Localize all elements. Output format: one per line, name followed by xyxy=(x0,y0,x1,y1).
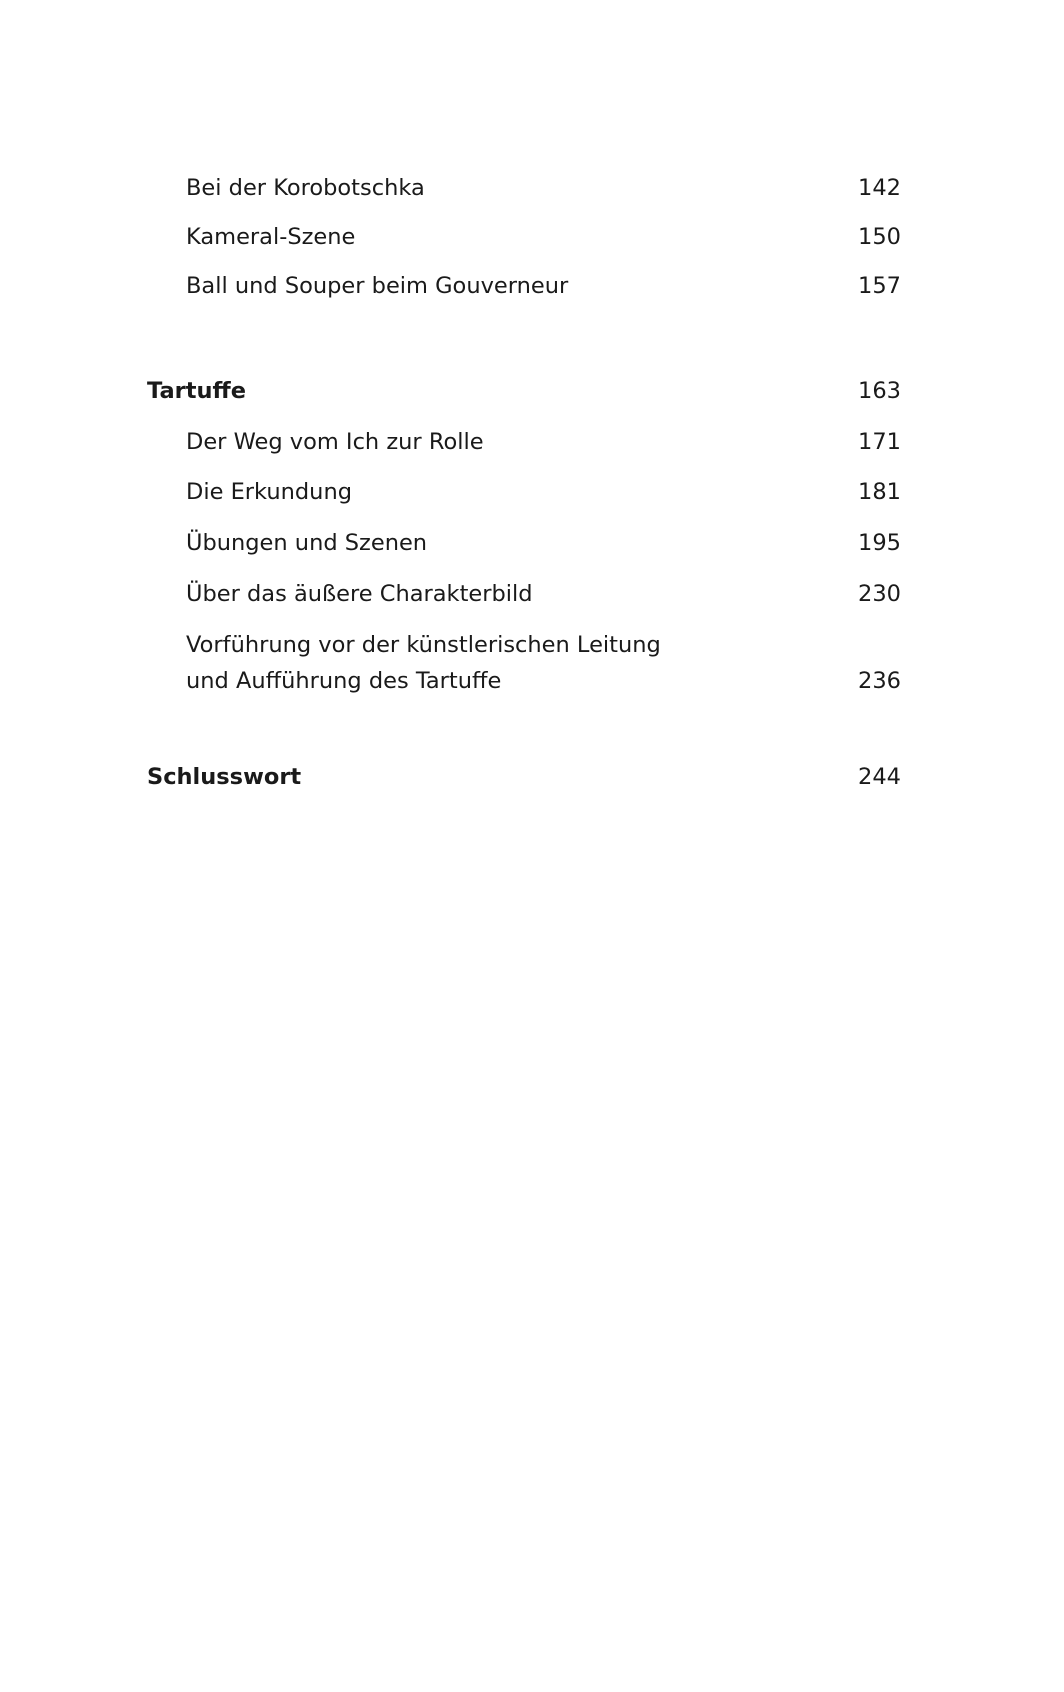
toc-entry-page: 230 xyxy=(858,581,901,607)
toc-entry-page: 157 xyxy=(858,273,901,299)
toc-entry-page: 195 xyxy=(858,530,901,556)
toc-chapter-title: Tartuffe xyxy=(147,378,246,404)
toc-entry-page: 171 xyxy=(858,429,901,455)
toc-entry-title: Der Weg vom Ich zur Rolle xyxy=(186,429,484,455)
toc-entry-page: 150 xyxy=(858,224,901,250)
toc-entry-page: 163 xyxy=(858,378,901,404)
toc-entry-title: Ball und Souper beim Gouverneur xyxy=(186,273,569,299)
toc-entry-title: Bei der Korobotschka xyxy=(186,175,425,201)
toc-entry-title: Die Erkundung xyxy=(186,479,352,505)
toc-entry-title: Über das äußere Charakterbild xyxy=(186,581,533,607)
toc-entry-page: 181 xyxy=(858,479,901,505)
toc-entry-page: 236 xyxy=(858,668,901,694)
toc-entry-page: 142 xyxy=(858,175,901,201)
toc-entry-title-line2: und Aufführung des Tartuffe xyxy=(186,668,502,694)
toc-chapter-title: Schlusswort xyxy=(147,764,302,790)
toc-entry-title: Kameral-Szene xyxy=(186,224,356,250)
toc-entry-title: Übungen und Szenen xyxy=(186,530,428,556)
toc-entry-page: 244 xyxy=(858,764,901,790)
toc-entry-title: Vorführung vor der künstlerischen Leitung xyxy=(186,632,661,658)
